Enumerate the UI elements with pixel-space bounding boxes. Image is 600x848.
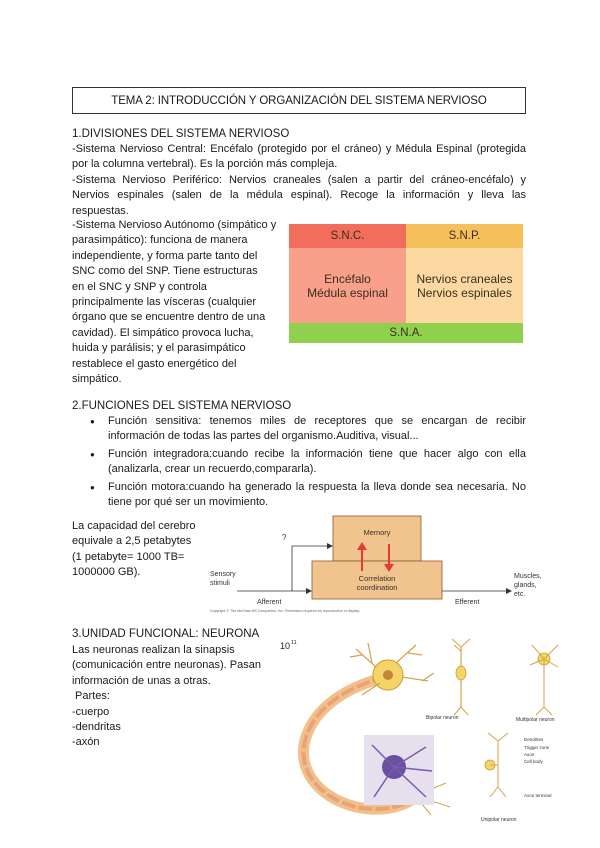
- section3-heading: 3.UNIDAD FUNCIONAL: NEURONA: [72, 628, 260, 640]
- function-sensory: ● Función sensitiva: tenemos miles de receptores que se encargan de recibir información de todas las partes del organismo.Auditiva, visual...: [108, 414, 526, 445]
- label-axon: Axon: [524, 752, 535, 757]
- neuron-line: información de unas a otras.: [72, 674, 211, 687]
- label-cell-body: Cell body: [524, 759, 543, 764]
- snc-encefalo: Encéfalo: [324, 271, 371, 286]
- snc-paragraph: -Sistema Nervioso Central: Encéfalo (protegido por el cráneo) y Médula Espinal (protegida por la columna vertebral). Es la porción más compleja.: [72, 143, 526, 171]
- snp-craneales: Nervios craneales: [416, 271, 513, 286]
- unipolar-label: Unipolar neuron: [481, 817, 517, 823]
- snp-header: S.N.P.: [406, 224, 523, 248]
- neuron-paragraph: [72, 643, 277, 751]
- snc-contents: [289, 248, 406, 323]
- sna-bar: S.N.A.: [289, 323, 523, 343]
- nucleus: [383, 670, 393, 680]
- neuron-line: Las neuronas realizan la sinapsis: [72, 644, 235, 656]
- snc-medula: Médula espinal: [307, 285, 388, 300]
- sna-line: independiente, y forma parte tanto del: [72, 249, 258, 262]
- part-cuerpo: -cuerpo: [72, 705, 110, 718]
- sna-line: en el SNC y SNP y controla: [72, 280, 207, 293]
- correlation-label: Correlation: [358, 574, 396, 583]
- label-axon-terminal: Axon terminal: [524, 793, 552, 798]
- snp-espinales: Nervios espinales: [417, 285, 512, 300]
- flow-svg: [207, 514, 543, 614]
- sensory-label: Sensory: [210, 571, 236, 578]
- sna-line: restablece el gasto energético del: [72, 357, 237, 370]
- sna-line: principalmente las vísceras (cualquier: [72, 296, 257, 309]
- capacity-line: equivale a 2,5 petabytes: [72, 535, 192, 548]
- sna-line: cavidad). El simpático provoca lucha,: [72, 326, 254, 339]
- neuron-count-exponent: 11: [291, 640, 297, 646]
- capacity-paragraph: [72, 519, 202, 581]
- stimuli-label: stimuli: [210, 580, 230, 587]
- multipolar-label: Multipolar neuron: [516, 717, 555, 723]
- label-dendrites: Dendrites: [524, 737, 544, 742]
- afferent-arrow: [306, 588, 312, 594]
- muscles-label: Muscles,: [514, 573, 542, 580]
- sna-line: huida y parálisis; y el parasimpático: [72, 342, 246, 355]
- function-motor: ● Función motora:cuando ha generado la respuesta la lleva donde sea necesaria. No tiene por qué ser un movimiento.: [108, 480, 526, 511]
- section1-body: [72, 142, 526, 219]
- neuron-count: 10: [280, 641, 291, 651]
- nervous-flow-diagram: [207, 514, 543, 614]
- capacity-line: La capacidad del cerebro: [72, 520, 196, 532]
- function-integrative: ● Función integradora:cuando recibe la información tiene que hacer algo con ella (analizarla, crear un recuerdo,compararla).: [108, 447, 526, 478]
- snp-paragraph: -Sistema Nervioso Periférico: Nervios craneales (salen a partir del cráneo-encéfalo) y Nervios espinales (salen de la médula espinal). Recoge la información y lleva las respuestas.: [72, 173, 526, 217]
- functions-list: [88, 414, 526, 512]
- section1-heading: 1.DIVISIONES DEL SISTEMA NERVIOSO: [72, 128, 290, 140]
- bipolar-label: Bipolar neuron: [426, 715, 459, 721]
- section2-heading: 2.FUNCIONES DEL SISTEMA NERVIOSO: [72, 400, 292, 412]
- etc-label: etc.: [514, 591, 526, 598]
- part-axon: -axón: [72, 736, 100, 749]
- snp-contents: [406, 248, 523, 323]
- parts-title: Partes:: [72, 690, 110, 703]
- neuron-figure: [276, 637, 586, 827]
- nervous-system-divisions-diagram: [289, 224, 523, 345]
- question-mark: ?: [282, 533, 287, 542]
- flow-caption: Copyright © The McGraw-Hill Companies, Inc. Permission required for reproduction or display.: [210, 609, 360, 613]
- snc-header: S.N.C.: [289, 224, 406, 248]
- memory-box: [333, 516, 421, 561]
- sna-paragraph: [72, 218, 279, 387]
- capacity-line: (1 petabyte= 1000 TB=: [72, 550, 185, 563]
- efferent-arrow: [506, 588, 512, 594]
- page-title: TEMA 2: INTRODUCCIÓN Y ORGANIZACIÓN DEL SISTEMA NERVIOSO: [72, 87, 526, 114]
- capacity-line: 1000000 GB).: [72, 566, 141, 579]
- sna-line: parasimpático): funciona de manera: [72, 234, 248, 247]
- label-trigger-zone: Trigger zone: [524, 745, 550, 750]
- sna-line: -Sistema Nervioso Autónomo (simpático y: [72, 219, 277, 231]
- sna-line: simpático.: [72, 373, 122, 386]
- neuron-svg: [276, 637, 586, 827]
- sna-line: órgano que se encuentre dentro de una: [72, 311, 266, 324]
- neuron-line: (comunicación entre neuronas). Pasan: [72, 659, 261, 672]
- coordination-label: coordination: [356, 583, 398, 592]
- memory-label: Memory: [363, 528, 391, 537]
- question-arrow: [327, 543, 333, 549]
- part-dendritas: -dendritas: [72, 721, 121, 734]
- afferent-label: Afferent: [257, 599, 282, 606]
- sna-line: SNC como del SNP. Tiene estructuras: [72, 265, 258, 278]
- glands-label: glands,: [514, 582, 537, 589]
- efferent-label: Efferent: [455, 599, 480, 606]
